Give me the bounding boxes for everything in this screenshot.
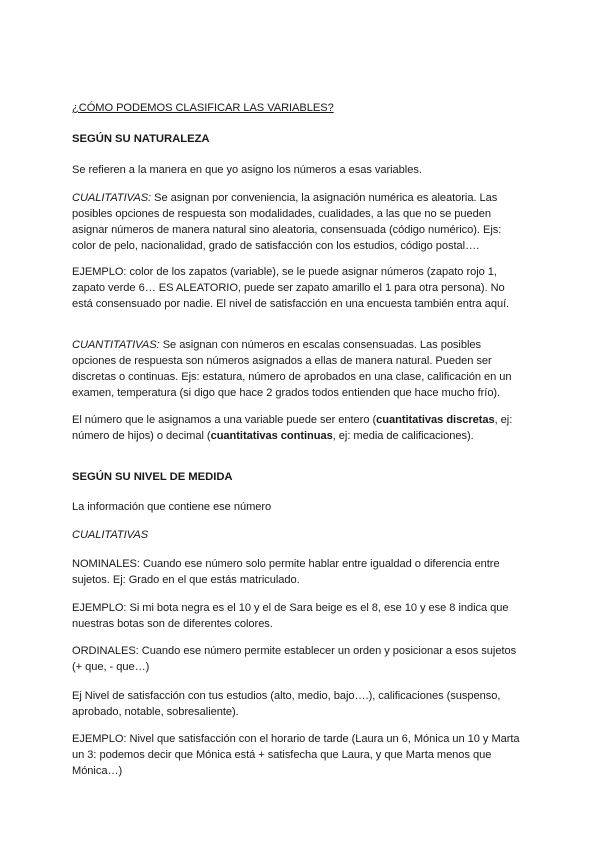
paragraph-numero-line-1: El número que le asignamos a una variable puede ser entero (cuantitativas discretas, ej: [72,414,513,426]
paragraph-numero-line-2: número de hijos) o decimal (cuantitativas continuas, ej: media de calificaciones). [72,430,474,442]
paragraph-informacion-line: La información que contiene ese número [72,501,272,513]
paragraph-ejemplo3-line-3: Mónica…) [72,765,123,777]
paragraph-ejemplo1-line-3: está consensuado por nadie. El nivel de satisfacción en una encuesta también entra aquí. [72,298,510,310]
paragraph-ordinales-line-2: (+ que, - que…) [72,661,150,673]
paragraph-cualitativas-line-2: posibles opciones de respuesta son modalidades, cualidades, a las que no se pueden [72,208,491,220]
paragraph-intro-line: Se refieren a la manera en que yo asigno los números a esas variables. [72,164,422,176]
paragraph-ej-nivel-line-2: aprobado, notable, sobresaliente). [72,706,239,718]
subheading-cualitativas: CUALITATIVAS [72,529,149,541]
paragraph-ordinales-line-1: ORDINALES: Cuando ese número permite establecer un orden y posicionar a esos sujetos [72,645,517,657]
term-cuantitativas-continuas: cuantitativas continuas [210,430,333,442]
paragraph-cuantitativas-line-1: CUANTITATIVAS: Se asignan con números en escalas consensuadas. Las posibles [72,339,481,351]
paragraph-ejemplo1-line-1: EJEMPLO: color de los zapatos (variable), se le puede asignar números (zapato rojo 1, [72,266,497,278]
paragraph-cuantitativas-line-3: discretas o continuas. Ejs: estatura, número de aprobados en una clase, calificación en un [72,371,512,383]
paragraph-cualitativas-line-3: asignar números de manera natural sino aleatoria, consensuada (código numérico). Ejs: [72,224,502,236]
section-heading-naturaleza: SEGÚN SU NATURALEZA [72,133,210,145]
paragraph-cuantitativas-line-2: opciones de respuesta son números asignados a ellas de manera natural. Pueden ser [72,355,492,367]
paragraph-ejemplo1-line-2: zapato verde 6… ES ALEATORIO, puede ser zapato amarillo el 1 para otra persona). No [72,282,505,294]
paragraph-ejemplo2-line-1: EJEMPLO: Si mi bota negra es el 10 y el de Sara beige es el 8, ese 10 y ese 8 indica que [72,602,509,614]
paragraph-nominales-line-2: sujetos. Ej: Grado en el que estás matriculado. [72,574,300,586]
paragraph-cuantitativas-line-4: examen, temperatura (si digo que hace 2 grados todos entienden que hace mucho frío). [72,387,501,399]
term-cuantitativas: CUANTITATIVAS: [72,339,160,351]
term-cualitativas: CUALITATIVAS: [72,192,152,204]
paragraph-cualitativas-line-4: color de pelo, nacionalidad, grado de satisfacción con los estudios, código postal…. [72,240,480,252]
term-cuantitativas-discretas: cuantitativas discretas [376,414,495,426]
paragraph-cualitativas-line-1: CUALITATIVAS: Se asignan por conveniencia, la asignación numérica es aleatoria. Las [72,192,498,204]
paragraph-ej-nivel-line-1: Ej Nivel de satisfacción con tus estudios (alto, medio, bajo….), calificaciones (suspenso, [72,690,501,702]
paragraph-nominales-line-1: NOMINALES: Cuando ese número solo permite hablar entre igualdad o diferencia entre [72,558,500,570]
document-title: ¿CÓMO PODEMOS CLASIFICAR LAS VARIABLES? [72,102,334,114]
paragraph-ejemplo3-line-2: un 3: podemos decir que Mónica está + satisfecha que Laura, y que Marta menos que [72,749,492,761]
paragraph-ejemplo2-line-2: nuestras botas son de diferentes colores. [72,618,273,630]
paragraph-ejemplo3-line-1: EJEMPLO: Nivel que satisfacción con el horario de tarde (Laura un 6, Mónica un 10 y Marta [72,733,520,745]
section-heading-nivel-medida: SEGÚN SU NIVEL DE MEDIDA [72,471,233,483]
